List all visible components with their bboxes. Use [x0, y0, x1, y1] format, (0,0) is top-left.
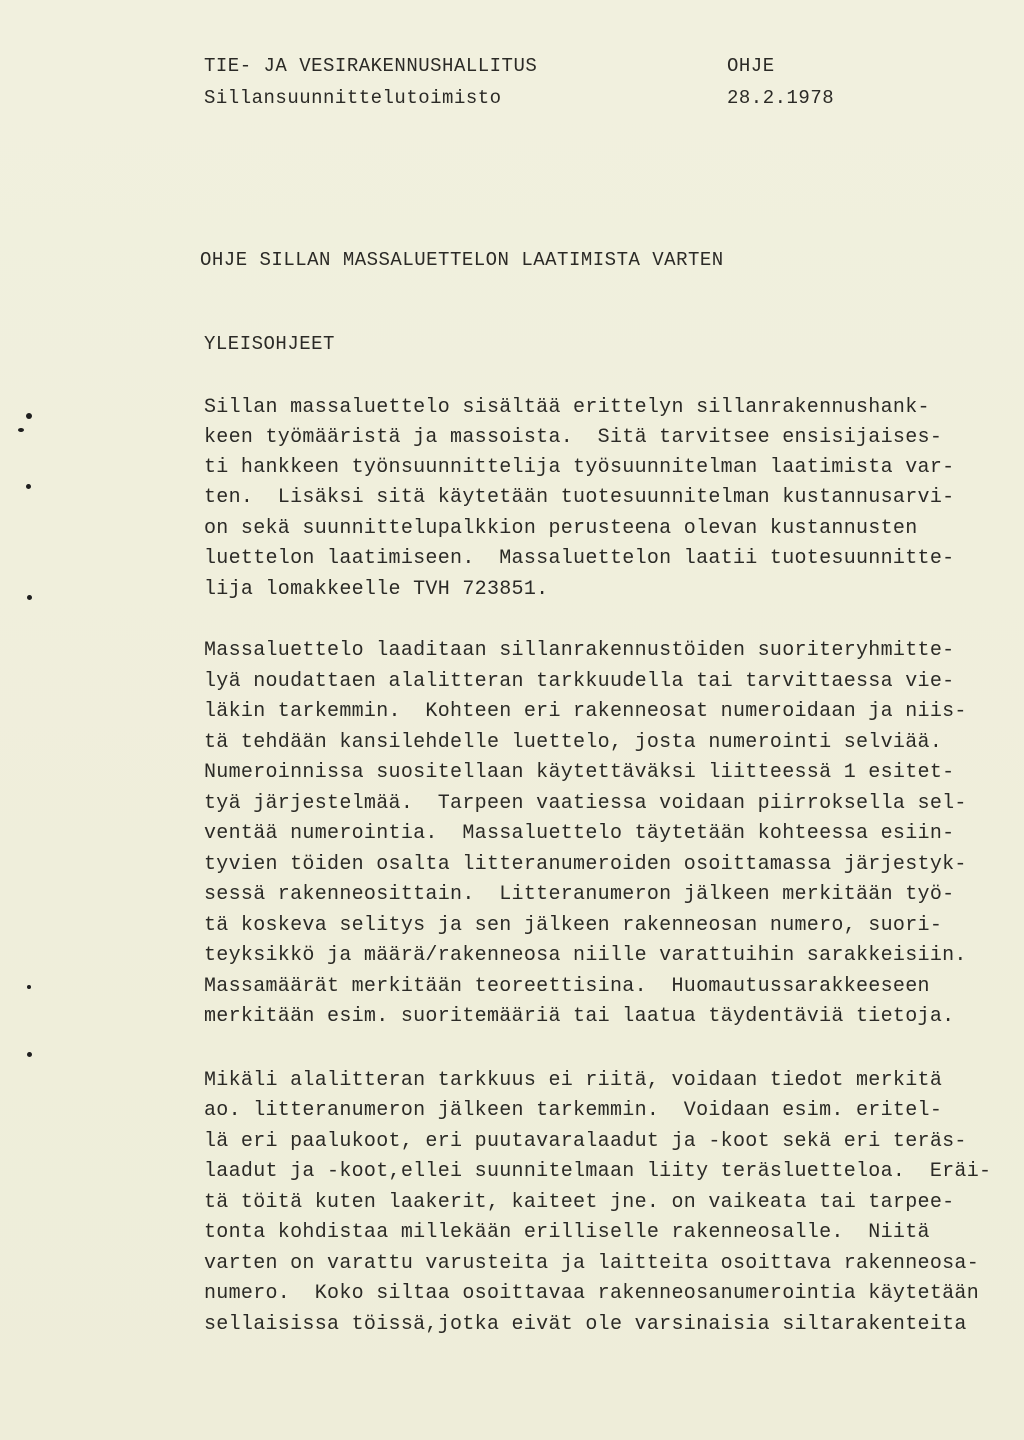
paragraph-line: varten on varattu varusteita ja laitteita osoittava rakenneosa- [204, 1252, 980, 1275]
paragraph-line: tonta kohdistaa millekään erilliselle rakenneosalle. Niitä [204, 1221, 930, 1244]
paragraph-line: ten. Lisäksi sitä käytetään tuotesuunnitelman kustannusarvi- [204, 486, 955, 509]
org-department: Sillansuunnittelutoimisto [204, 87, 502, 109]
paragraph-line: laadut ja -koot,ellei suunnitelmaan liity teräsluetteloa. Eräi- [204, 1160, 992, 1183]
paragraph-line: numero. Koko siltaa osoittavaa rakenneosanumerointia käytetään [204, 1282, 980, 1305]
org-name: TIE- JA VESIRAKENNUSHALLITUS [204, 55, 538, 77]
scan-speck [18, 428, 24, 432]
paragraph-line: merkitään esim. suoritemääriä tai laatua täydentäviä tietoja. [204, 1005, 955, 1028]
paragraph-line: tyä järjestelmää. Tarpeen vaatiessa voidaan piirroksella sel- [204, 792, 967, 815]
paragraph-line: läkin tarkemmin. Kohteen eri rakenneosat numeroidaan ja niis- [204, 700, 967, 723]
paragraph-line: Massamäärät merkitään teoreettisina. Huomautussarakkeeseen [204, 975, 930, 998]
paragraph-line: keen työmääristä ja massoista. Sitä tarvitsee ensisijaises- [204, 426, 943, 449]
paragraph-line: ventää numerointia. Massaluettelo täytetään kohteessa esiin- [204, 822, 955, 845]
scan-speck [27, 595, 32, 600]
section-heading: YLEISOHJEET [204, 333, 335, 355]
paragraph-line: lija lomakkeelle TVH 723851. [204, 578, 549, 601]
paragraph-line: on sekä suunnittelupalkkion perusteena olevan kustannusten [204, 517, 918, 540]
paragraph-line: lä eri paalukoot, eri puutavaralaadut ja -koot sekä eri teräs- [204, 1130, 967, 1153]
paragraph-line: Sillan massaluettelo sisältää erittelyn sillanrakennushank- [204, 396, 930, 419]
document-title: OHJE SILLAN MASSALUETTELON LAATIMISTA VARTEN [200, 249, 724, 271]
paragraph-line: ao. litteranumeron jälkeen tarkemmin. Voidaan esim. eritel- [204, 1099, 943, 1122]
scan-speck [26, 413, 32, 419]
paragraph-line: tä tehdään kansilehdelle luettelo, josta numerointi selviää. [204, 731, 943, 754]
paragraph-line: Numeroinnissa suositellaan käytettäväksi liitteessä 1 esitet- [204, 761, 955, 784]
paragraph-line: sessä rakenneosittain. Litteranumeron jälkeen merkitään työ- [204, 883, 955, 906]
paragraph-line: Mikäli alalitteran tarkkuus ei riitä, voidaan tiedot merkitä [204, 1069, 943, 1092]
paragraph-line: ti hankkeen työnsuunnittelija työsuunnitelman laatimista var- [204, 456, 955, 479]
scan-speck [27, 985, 31, 989]
paragraph-line: sellaisissa töissä,jotka eivät ole varsinaisia siltarakenteita [204, 1313, 967, 1336]
paragraph-line: teyksikkö ja määrä/rakenneosa niille varattuihin sarakkeisiin. [204, 944, 967, 967]
doc-date: 28.2.1978 [727, 87, 835, 109]
paragraph-line: tyvien töiden osalta litteranumeroiden osoittamassa järjestyk- [204, 853, 967, 876]
doc-type: OHJE [727, 55, 775, 77]
paragraph-line: luettelon laatimiseen. Massaluettelon laatii tuotesuunnitte- [204, 547, 955, 570]
scan-speck [27, 1052, 32, 1057]
paragraph-line: tä koskeva selitys ja sen jälkeen rakenneosan numero, suori- [204, 914, 943, 937]
paragraph-line: tä töitä kuten laakerit, kaiteet jne. on vaikeata tai tarpee- [204, 1191, 955, 1214]
paragraph-line: lyä noudattaen alalitteran tarkkuudella tai tarvittaessa vie- [204, 670, 955, 693]
paragraph-line: Massaluettelo laaditaan sillanrakennustöiden suoriteryhmitte- [204, 639, 955, 662]
scan-speck [26, 484, 31, 489]
